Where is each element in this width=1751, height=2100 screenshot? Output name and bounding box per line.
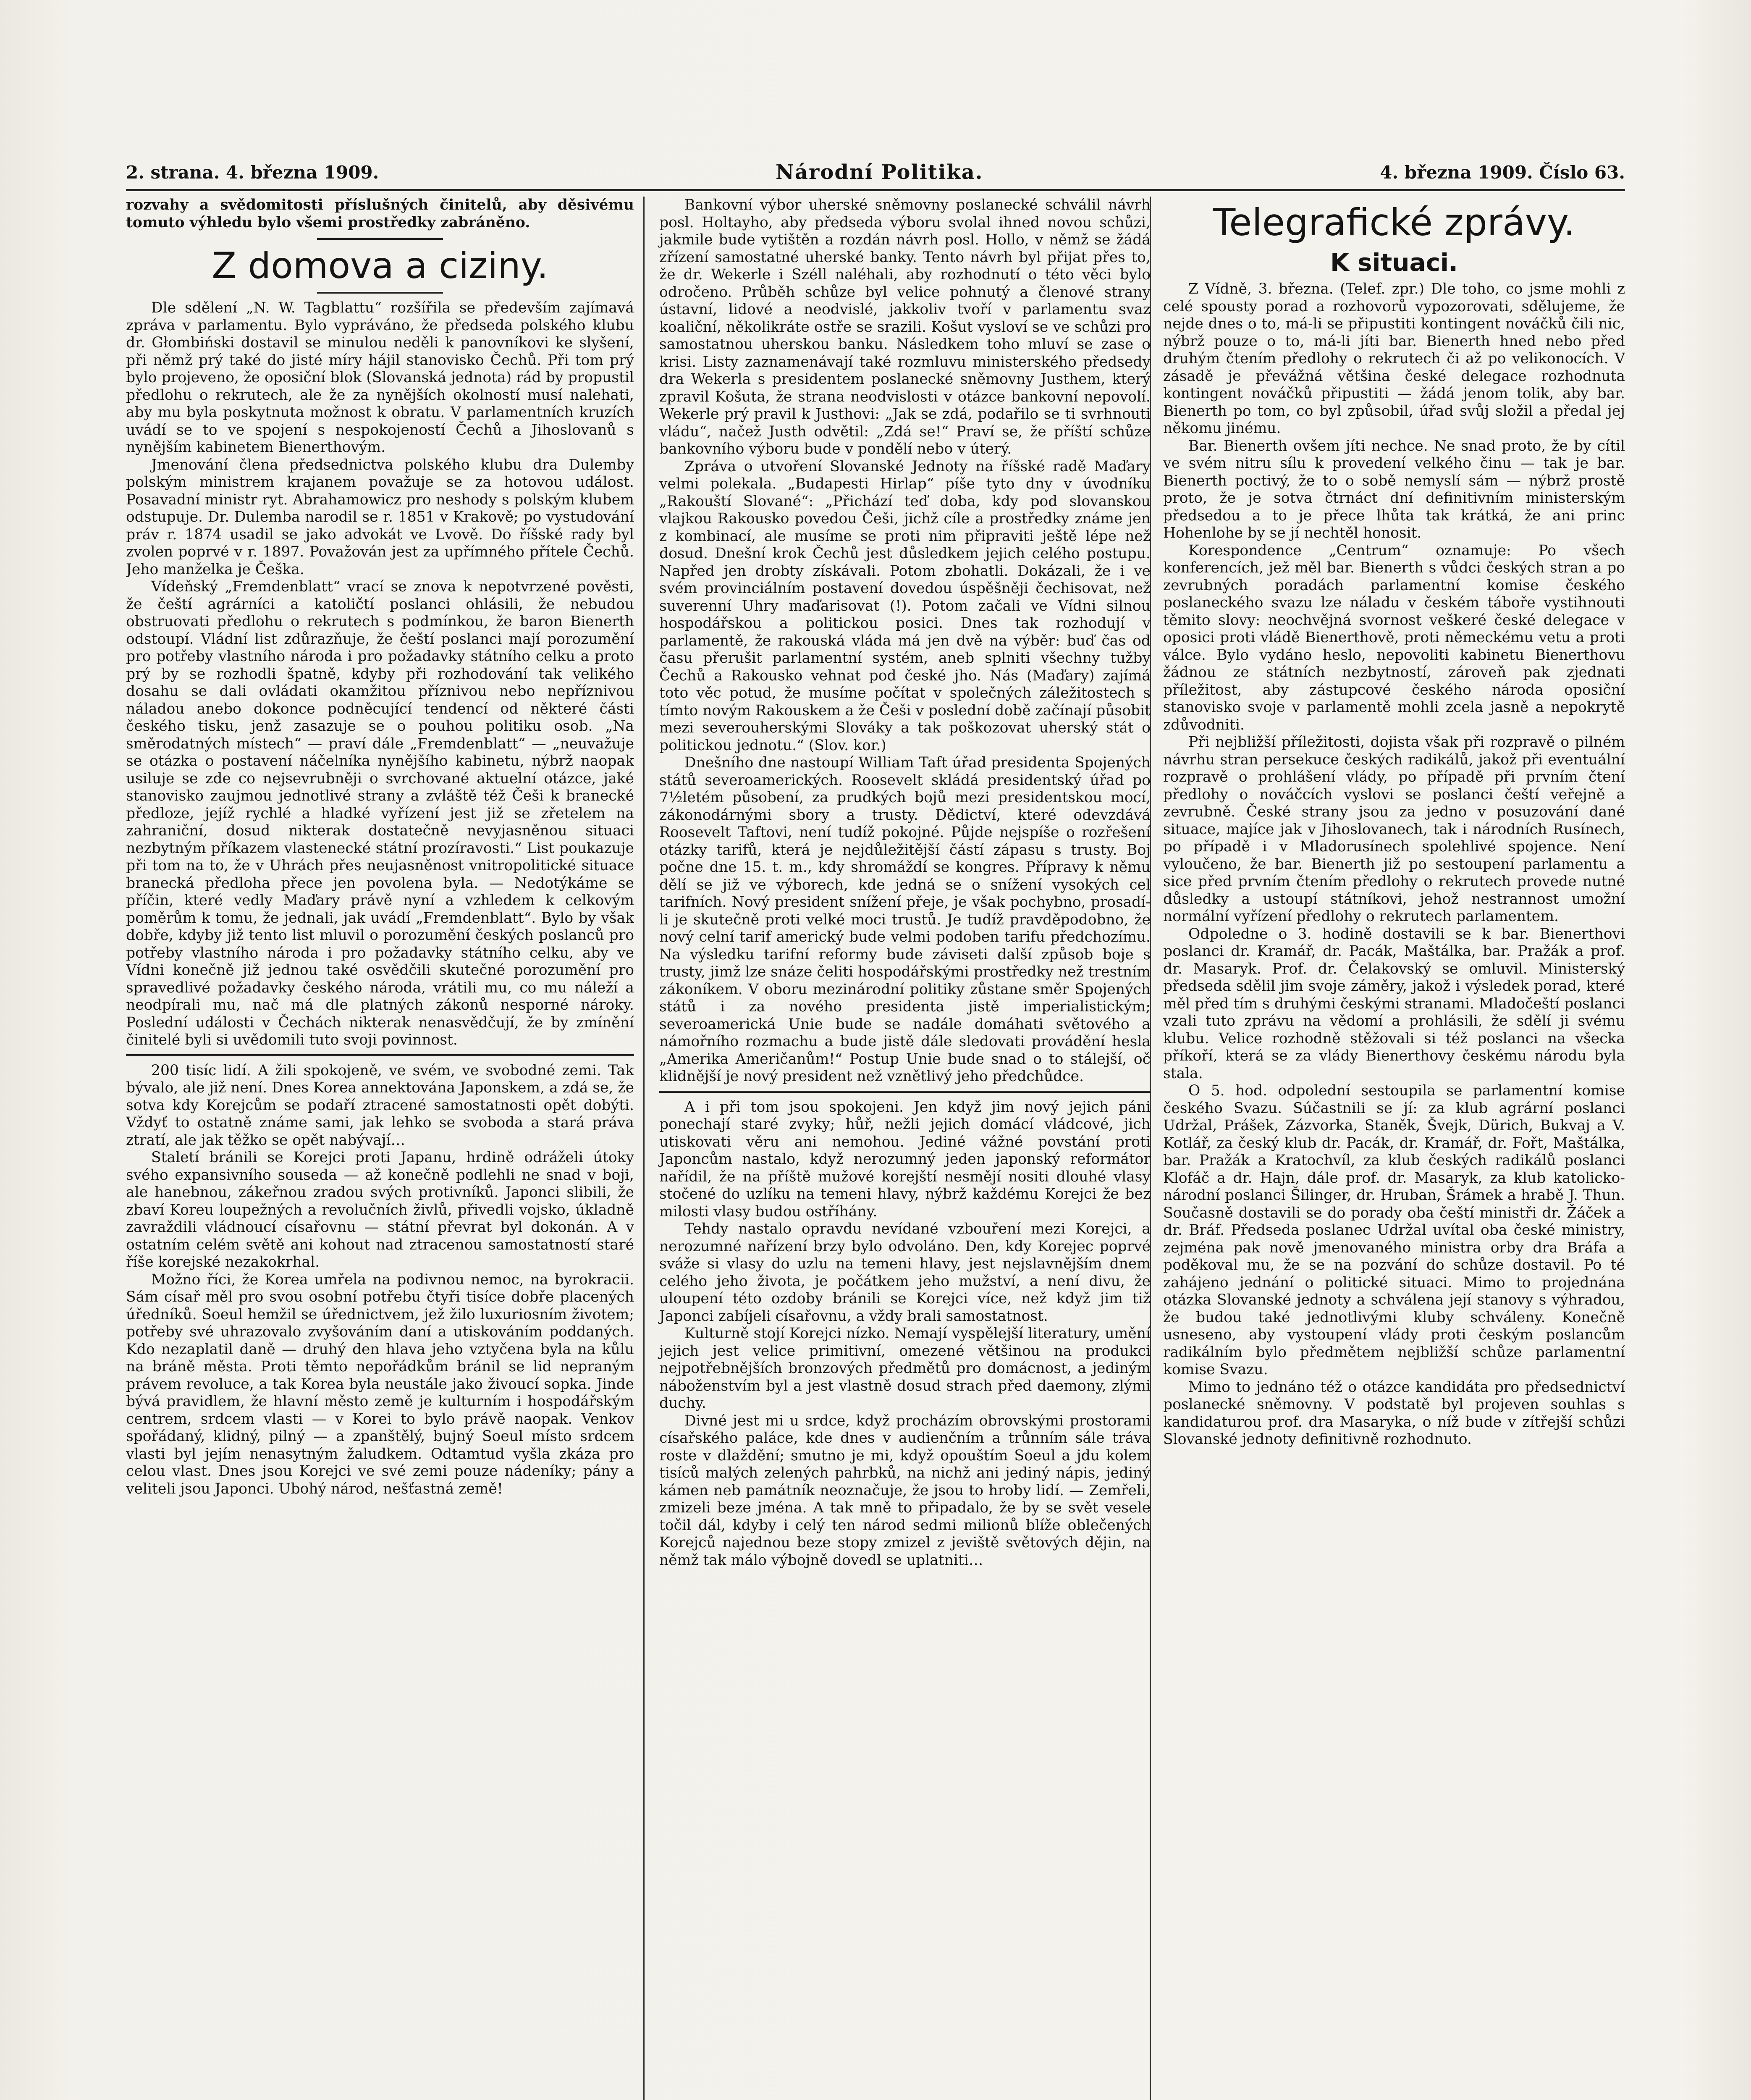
article-paragraph: Dnešního dne nastoupí William Taft úřad presidenta Spojených států severoamerických. Roosevelt skládá presidentský úřad po 7½letém působení, za prudkých bojů mezi presidentskou mocí, zákonodárnými sbory a trusty. Dědictví, které odevzdává Roosevelt Taftovi, není tudíž pokojné. Půjde nejspíše o rozřešení otázky tarifů, která je nejdůležitější částí zápasu s trusty. Boj počne dne 15. t. m., kdy shromáždí se kongres. Přípravy k němu dělí se již ve výborech, kde jedná se o snížení vysokých cel tarifních. Nový president snížení přeje, je však pochybno, prosadí-li je skutečně proti velké moci trustů. Je tudíž pravděpodobno, že nový celní tarif americký bude velmi podoben tarifu předchozímu. Na výsledku tarifní reformy bude záviseti další způsob boje s trusty, jimž lze snáze čeliti hospodářskými prostředky než trestním zákoníkem. V oboru mezinárodní politiky zůstane směr Spojených států i za nového presidenta jistě imperialistickým; severoamerická Unie bude se nadále domáhati světového a námořního rozmachu a bude jistě dále sledovati provádění hesla „Amerika Američanům!“ Postup Unie bude snad o to stálejší, oč klidnější je nový president než vznětlivý jeho předchůdce. xyxy=(659,754,1151,1085)
header-rule xyxy=(126,189,1625,191)
article-paragraph: O 5. hod. odpolední sestoupila se parlamentní komise českého Svazu. Súčastnili se jí: za klub agrární poslanci Udržal, Prášek, Zázvorka, Staněk, Švejk, Dürich, Bukvaj a V. Kotlář, za český klub dr. Pacák, dr. Kramář, dr. Fořt, Maštálka, bar. Pražák a Kratochvíl, za klub českých radikálů poslanci Klofáč a dr. Hajn, dále prof. dr. Masaryk, za klub katolicko-národní poslanci Šilinger, dr. Hruban, Šrámek a hrabě J. Thun. Současně dostavili se do porady oba čeští ministři dr. Žáček a dr. Bráf. Předseda poslanec Udržal uvítal oba české ministry, zejména pak nově jmenovaného ministra orby dra Bráfa a poděkoval mu, že se na pozvání do schůze dostavil. Po té zahájeno jednání o politické situaci. Mimo to projednána otázka Slovanské jednoty a schválena její stanovy s výhradou, že budou také jednotlivými kluby schváleny. Konečně usneseno, aby vystoupení vlády proti českým poslancům radikálním bylo předmětem nejbližší schůze parlamentní komise Svazu. xyxy=(1163,1082,1625,1378)
section-subheading-situace: K situaci. xyxy=(1330,248,1458,277)
article-paragraph: Odpoledne o 3. hodině dostavili se k bar. Bienerthovi poslanci dr. Kramář, dr. Pacák, Maštálka, bar. Pražák a prof. dr. Masaryk. Prof. dr. Čelakovský se omluvil. Ministerský předseda sdělil jim svoje záměry, jakož i výsledek porad, které měl před tím s druhými českými stranami. Mladočeští poslanci vzali tuto zprávu na vědomí a prohlásili, že sdělí ji svému klubu. Velice rozhodně stěžovali si též poslanci na všecka příkoří, která se za vlády Bienerthovy českému národu byla stala. xyxy=(1163,925,1625,1082)
article-paragraph: Při nejbližší příležitosti, dojista však při rozpravě o pilném návrhu stran persekuce českých radikálů, jakož při eventuální rozpravě o prohlášení vlády, po případě při prvním čtení předlohy o nováčcích vyslovi se poslanci čeští veřejně a zevrubně. České strany jsou za jedno v posuzování dané situace, majíce jak v Jihoslovanech, tak i národních Rusínech, po případě i v Mladorusínech spolehlivé spojence. Není vyloučeno, že bar. Bienerth již po sestoupení parlamentu a sice před prvním čtením předlohy o rekrutech provede nutné důsledky a ustoupí státníkovi, jehož nestrannost umožní normální vyřízení předlohy o rekrutech parlamentem. xyxy=(1163,734,1625,925)
article-paragraph: Korespondence „Centrum“ oznamuje: Po všech konferencích, jež měl bar. Bienerth s vůdci českých stran a po zevrubných poradách parlamentní komise českého poslaneckého svazu lze náladu v českém táboře vystihnouti těmito slovy: neochvějná svornost veškeré české delegace v oposici proti vládě Bienerthově, proti německému vetu a proti válce. Bylo vydáno heslo, nepovoliti kabinetu Bienerthovu žádnou ze státních nezbytností, zároveň pak zjednati příležitost, aby zástupcové českého národa oposiční stanovisko svoje v parlamentě mohli zcela jasně a nepokrytě zdůvodniti. xyxy=(1163,542,1625,733)
article-paragraph: Z Vídně, 3. března. (Telef. zpr.) Dle toho, co jsme mohli z celé spousty porad a rozhovorů vypozorovati, sdělujeme, že nejde dnes o to, má-li se připustiti kontingent nováčků čili nic, nýbrž pouze o to, má-li jíti bar. Bienerth hned nebo před druhým čtením předlohy o rekrutech či až po velikonocích. V zásadě je převážná většina české delegace rozhodnuta kontingent nováčků připustiti — žádá jenom tolik, aby bar. Bienerth po tom, co byl způsobil, úřad svůj složil a předal jej někomu jinému. xyxy=(1163,281,1625,437)
article-paragraph: Jmenování člena předsednictva polského klubu dra Dulemby polským ministrem krajanem považuje se za hotovou událost. Posavadní ministr ryt. Abrahamowicz pro neshody s polským klubem odstupuje. Dr. Dulemba narodil se r. 1851 v Krakově; po vystudování práv r. 1874 usadil se jako advokát ve Lvově. Do říšské rady byl zvolen poprvé v r. 1897. Považován jest za upřímného přítele Čechů. Jeho manželka je Češka. xyxy=(126,456,634,578)
column-2 xyxy=(655,197,1151,2100)
column-divider-1 xyxy=(643,197,645,2100)
article-paragraph: Zpráva o utvoření Slovanské Jednoty na říšské radě Maďary velmi polekala. „Budapesti Hirlap“ píše tyto dny v úvodníku „Rakouští Slované“: „Přichází teď doba, kdy pod slovanskou vlajkou Rakousko povedou Češi, jichž cíle a prostředky známe jen z kombinací, ale musíme se proti nim připraviti ještě lépe než dosud. Dnešní krok Čechů jest důsledkem jejich celého postupu. Napřed jen drobty získávali. Potom zbohatli. Dokázali, že i ve svém provinciálním postavení dovedou úspěšněji čechisovat, než suverenní Uhry maďarisovat (!). Potom začali ve Vídni silnou hospodářskou a politickou posici. Dnes tak rozhodují v parlamentě, že rakouská vláda má jen dvě na výběr: buď čas od času přerušit parlamentní systém, aneb splniti všechny tužby Čechů a Rakousko vehnat pod české jho. Nás (Maďary) zajímá toto věc potud, že musíme počítat v společných záležitostech s tímto novým Rakouskem a že Češi v poslední době začínají působit mezi severouherskými Slováky a tak poškozovat uherský stát o politickou jednotu.“ (Slov. kor.) xyxy=(659,458,1151,754)
story-paragraph: Staletí bránili se Korejci proti Japanu, hrdině odráželi útoky svého expansivního souseda — až konečně podlehli ne snad v boji, ale hanebnou, zákeřnou zradou svých protivníků. Japonci slibili, že zbaví Koreu loupežných a revolučních živlů, přivedli vojsko, úkladně zavraždili vládnoucí císařovnu — státní převrat byl dokonán. A v ostatním celém světě ani kohout nad ztracenou samostatností staré říše korejské nezakokrhal. xyxy=(126,1149,634,1270)
story-paragraph: Možno říci, že Korea umřela na podivnou nemoc, na byrokracii. Sám císař měl pro svou osobní potřebu čtyři tisíce dobře placených úředníků. Soeul hemžil se úřednictvem, jež žilo luxuriosním životem; potřeby své uhrazovalo zvyšováním daní a utiskováním poddaných. Kdo nezaplatil daně — druhý den hlava jeho vztyčena byla na kůlu na bráně města. Proti těmto nepořádkům bránil se lid nepraným právem revoluce, a tak Korea byla neustále jako živoucí sopka. Jinde bývá pravidlem, že hlavní město země je kulturním i hospodářským centrem, srdcem vlasti — v Korei to bylo právě naopak. Venkov spořádaný, klidný, pilný — a zpanštělý, bujný Soeul místo srdcem vlasti byl jejím nenasytným žaludkem. Odtamtud vyšla zkáza pro celou vlast. Dnes jsou Korejci ve své zemi pouze nádeníky; pány a veliteli jsou Japonci. Ubohý národ, nešťastná země! xyxy=(126,1271,634,1497)
column-3 xyxy=(1151,197,1625,2100)
article-paragraph: Mimo to jednáno též o otázce kandidáta pro předsednictví poslanecké sněmovny. V podstatě byl projeven souhlas s kandidaturou prof. dra Masaryka, o níž bude v zítřejší schůzi Slovanské jednoty definitivně rozhodnuto. xyxy=(1163,1378,1625,1448)
column-1 xyxy=(126,197,634,2100)
story-paragraph: Divné jest mi u srdce, když procházím obrovskými prostorami císařského paláce, kde dnes v audienčním a trůnním sále tráva roste v dlaždění; smutno je mi, když opouštím Soeul a jdu kolem tisíců malých zelených pahrbků, na nichž ani jediný nápis, jediný kámen neb památník neoznačuje, že jsou to hroby lidí. — Zemřeli, zmizeli beze jména. A tak mně to připadalo, že by se svět vesele točil dál, kdyby i celý ten národ sedmi milionů blíže oblečených Korejců najednou beze stopy zmizel z jeviště světových dějin, na němž tak málo výbojně dovedl se uplatniti… xyxy=(659,1412,1151,1569)
header-right: 4. března 1909. Číslo 63. xyxy=(1380,162,1625,183)
page-header xyxy=(126,158,1625,187)
feuilleton-rule xyxy=(659,1091,1151,1093)
section-rule xyxy=(317,292,443,294)
story-paragraph: A i při tom jsou spokojeni. Jen když jim nový jejich páni ponechají staré zvyky; hůř, nežli jejich domácí vládcové, jich utiskovati věru ani nemohou. Jediné vážné povstání proti Japoncům nastalo, když nerozumný jeden japonský reformátor nařídil, že na příště mužové korejští nesmějí nositi dlouhé vlasy stočené do uzlíku na temeni hlavy, nýbrž každému Korejci že bez milosti vlasy budou ostříhány. xyxy=(659,1098,1151,1220)
article-paragraph: Bar. Bienerth ovšem jíti nechce. Ne snad proto, že by cítil ve svém nitru sílu k provedení velkého činu — tak je bar. Bienerth poctivý, že to o sobě nemyslí sám — nýbrž prostě proto, že je sotva čtrnáct dní definitivním ministerským předsedou a to je přece lhůta tak krátká, že ani princ Hohenlohe by se jí nechtěl honosit. xyxy=(1163,437,1625,541)
section-rule xyxy=(317,238,443,240)
section-heading-domov: Z domova a ciziny. xyxy=(212,245,548,287)
header-left: 2. strana. 4. března 1909. xyxy=(126,162,379,183)
story-paragraph: Kulturně stojí Korejci nízko. Nemají vyspělejší literatury, umění jejich jest velice primitivní, omezené většinou na produkci nejpotřebnějších bronzových předmětů pro domácnost, a jediným náboženstvím byl a jest vlastně dosud strach před daemony, zlými duchy. xyxy=(659,1325,1151,1412)
article-paragraph: Bankovní výbor uherské sněmovny poslanecké schválil návrh posl. Holtayho, aby předseda výboru svolal ihned novou schůzi, jakmile bude vytištěn a rozdán návrh posl. Hollo, v němž se žádá zřízení samostatné uherské banky. Tento návrh byl přijat přes to, že dr. Wekerle i Széll naléhali, aby rozhodnutí o této věci bylo odročeno. Průběh schůze byl velice pohnutý a členové strany ústavní, lidové a neodvislé, jakkoliv tvoří v parlamentu svaz koaliční, několikráte ostře se srazili. Košut vysloví se ve schůzi pro samostatnou uherskou banku. Následkem toho mluví se zase o krisi. Listy zaznamenávají také rozmluvu ministerského předsedy dra Wekerla s presidentem poslanecké sněmovny Justhem, který zpravil Košuta, že strana neodvislosti v otázce bankovní nepovolí. Wekerle prý pravil k Justhovi: „Jak se zdá, podařilo se ti svrhnouti vládu“, načež Justh odvětil: „Zdá se!“ Praví se, že příští schůze bankovního výboru bude v pondělí nebo v úterý. xyxy=(659,197,1151,457)
masthead-title: Národní Politika. xyxy=(776,160,983,184)
column-1-lead: rozvahy a svědomitosti příslušných činitelů, aby děsivému tomuto výhledu bylo všemi prostředky zabráněno. xyxy=(126,197,634,231)
feuilleton-rule xyxy=(126,1054,634,1056)
section-heading-telegraficke: Telegrafické zprávy. xyxy=(1213,201,1575,244)
article-paragraph: Vídeňský „Fremdenblatt“ vrací se znova k nepotvrzené pověsti, že čeští agrárníci a katoličtí poslanci ohlásili, že nebudou obstruovati předlohu o rekrutech s podmínkou, že baron Bienerth odstoupí. Vládní list zdůrazňuje, že čeští poslanci mají porozumění pro potřeby vlastního národa i pro požadavky státního celku a proto prý by se rozhodli špatně, kdyby při rozhodování tak velikého dosahu se dali ovládati okamžitou příznivou nebo nepříznivou náladou anebo dokonce podněcující tendencí od některé části českého tisku, jenž zasazuje se o pouhou politiku osob. „Na směrodatných místech“ — praví dále „Fremdenblatt“ — „neuvažuje se otázka o postavení náčelníka nynějšího kabinetu, nýbrž naopak usiluje se zde co nejsevrubněji o svrchované aktuelní otázce, jaké stanovisko zaujmou jednotlivé strany a zvláště též Češi k branecké předloze, jejíž rychlé a hladké vyřízení jest již se zřetelem na zahraniční, dosud nikterak dostatečně nevyjasněnou situaci nezbytným příkazem vlastenecké státní prozíravosti.“ List poukazuje při tom na to, že v Uhrách přes neujasněnost vnitropolitické situace branecká předloha přece jen povolena byla. — Nedotýkáme se příčin, které vedly Maďary právě nyní a vzhledem k celkovým poměrům k tomu, že jednali, jak uvádí „Fremdenblatt“. Bylo by však dobře, kdyby již tento list mluvil o porozumění českých poslanců pro potřeby vlastního národa i pro požadavky státního celku, aby ve Vídni konečně již jednou také osvědčili skutečné porozumění pro spravedlivé požadavky českého národa, vrátili mu, co mu náleží a neodpírali mu, nač má dle platných zákonů nesporné nároky. Poslední události v Čechách nikterak nenasvědčují, že by zmínění činitelé byli si uvědomili tuto svoji povinnost. xyxy=(126,578,634,1048)
story-paragraph: 200 tisíc lidí. A žili spokojeně, ve svém, ve svobodné zemi. Tak bývalo, ale již není. Dnes Korea annektována Japonskem, a zdá se, že sotva kdy Korejcům se podaří ztracené samostatnosti opět dobýti. Vždyť to ostatně známe sami, jak lehko se svoboda a stará práva ztratí, ale jak těžko se opět nabývají… xyxy=(126,1062,634,1149)
article-paragraph: Dle sdělení „N. W. Tagblattu“ rozšířila se především zajímavá zpráva v parlamentu. Bylo vypráváno, že předseda polského klubu dr. Głombiński dostavil se minulou neděli k panovníkovi ke slyšení, při němž prý také do jisté míry hájil stanovisko Čechů. Při tom prý bylo projeveno, že oposiční blok (Slovanská jednota) rád by propustil předlohu o rekrutech, ale že za nynějších okolností musí nalehati, aby mu byla poskytnuta možnost k obratu. V parlamentních kruzích uvádí se to ve spojení s nespokojeností Čechů a Jihoslovanů s nynějším kabinetem Bienerthovým. xyxy=(126,299,634,456)
story-paragraph: Tehdy nastalo opravdu nevídané vzbouření mezi Korejci, a nerozumné nařízení brzy bylo odvoláno. Den, kdy Korejec poprvé sváže si vlasy do uzlu na temeni hlavy, jest nejslavnějším dnem celého jeho života, je počátkem jeho mužství, a není divu, že uloupení této ozdoby bránili se Korejci více, než když jim tiž Japonci zabíjeli císařovnu, a vždy brali samostatnost. xyxy=(659,1221,1151,1325)
